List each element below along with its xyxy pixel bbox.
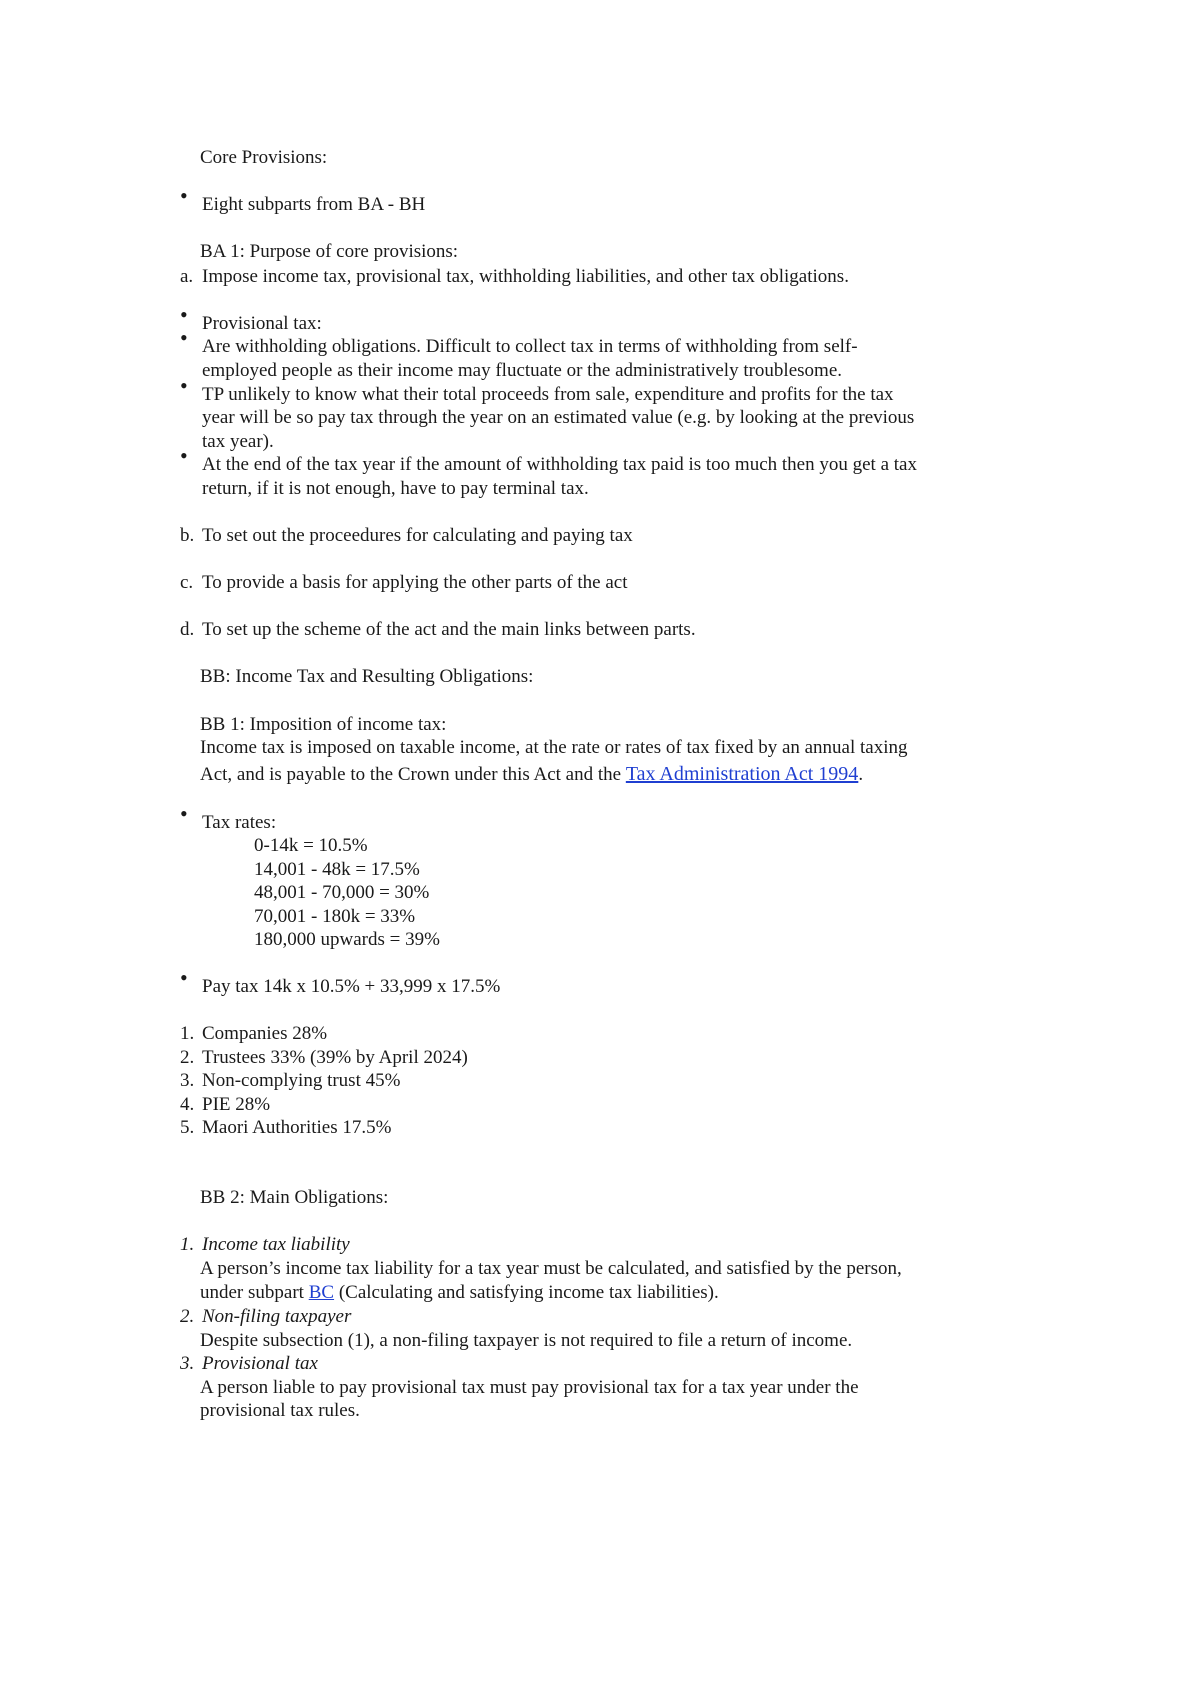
bullet-icon: • xyxy=(180,373,188,398)
obligation-text-with-link xyxy=(200,1281,719,1305)
ba1-item-c: To provide a basis for applying the other parts of the act xyxy=(202,572,628,593)
tax-rate-line: 14,001 - 48k = 17.5% xyxy=(254,859,420,880)
list-marker: 5. xyxy=(180,1117,195,1138)
bb1-line: Income tax is imposed on taxable income, at the rate or rates of tax fixed by an annual taxing xyxy=(200,737,908,758)
prov-bullet-text: TP unlikely to know what their total proceeds from sale, expenditure and profits for the tax xyxy=(202,384,894,405)
list-marker: 1. xyxy=(180,1023,195,1044)
pay-tax-example: Pay tax 14k x 10.5% + 33,999 x 17.5% xyxy=(202,976,501,997)
tax-rate-line: 70,001 - 180k = 33% xyxy=(254,906,416,927)
obligation-text: Despite subsection (1), a non-filing taxpayer is not required to file a return of income. xyxy=(200,1330,853,1351)
bb1-line-text: . xyxy=(858,764,864,785)
prov-bullet-text: return, if it is not enough, have to pay terminal tax. xyxy=(202,478,589,499)
list-marker: b. xyxy=(180,525,195,546)
core-provisions-heading: Core Provisions: xyxy=(200,147,328,168)
ba1-item-b: To set out the proceedures for calculating and paying tax xyxy=(202,525,633,546)
bb1-line-with-link xyxy=(200,762,863,787)
obligation-text: (Calculating and satisfying income tax liabilities). xyxy=(334,1282,719,1303)
bb1-line-text: Act, and is payable to the Crown under this Act and the xyxy=(200,764,626,785)
list-marker: 2. xyxy=(180,1306,195,1327)
subpart-bc-link[interactable]: BC xyxy=(308,1282,335,1303)
entity-rate-item: Trustees 33% (39% by April 2024) xyxy=(202,1047,468,1068)
tax-rate-line: 48,001 - 70,000 = 30% xyxy=(254,882,430,903)
prov-bullet-text: employed people as their income may fluctuate or the administratively troublesome. xyxy=(202,360,842,381)
list-marker: 3. xyxy=(180,1070,195,1091)
entity-rate-item: PIE 28% xyxy=(202,1094,271,1115)
bullet-icon: • xyxy=(180,325,188,350)
obligation-title: Provisional tax xyxy=(202,1353,318,1374)
prov-bullet-text: At the end of the tax year if the amount of withholding tax paid is too much then you get a tax xyxy=(202,454,917,475)
obligation-text: under subpart xyxy=(200,1282,309,1303)
obligation-title: Non-filing taxpayer xyxy=(202,1306,352,1327)
tax-rate-line: 180,000 upwards = 39% xyxy=(254,929,440,950)
prov-bullet-text: Provisional tax: xyxy=(202,313,322,334)
entity-rate-item: Maori Authorities 17.5% xyxy=(202,1117,392,1138)
prov-bullet-text: Are withholding obligations. Difficult to collect tax in terms of withholding from self- xyxy=(202,336,858,357)
ba1-item-d: To set up the scheme of the act and the main links between parts. xyxy=(202,619,696,640)
list-marker: a. xyxy=(180,266,194,287)
list-marker: d. xyxy=(180,619,195,640)
bullet-icon: • xyxy=(180,965,188,990)
list-marker: 3. xyxy=(180,1353,195,1374)
bullet-icon: • xyxy=(180,302,188,327)
obligation-text: A person’s income tax liability for a tax year must be calculated, and satisfied by the person, xyxy=(200,1258,902,1279)
list-marker: 1. xyxy=(180,1234,195,1255)
prov-bullet-text: tax year). xyxy=(202,431,274,452)
obligation-text: provisional tax rules. xyxy=(200,1400,360,1421)
ba1-item-a: Impose income tax, provisional tax, withholding liabilities, and other tax obligations. xyxy=(202,266,849,287)
obligation-text: A person liable to pay provisional tax must pay provisional tax for a tax year under the xyxy=(200,1377,859,1398)
bb1-heading: BB 1: Imposition of income tax: xyxy=(200,714,447,735)
obligation-title: Income tax liability xyxy=(202,1234,350,1255)
core-bullet-text: Eight subparts from BA - BH xyxy=(202,194,426,215)
bullet-icon: • xyxy=(180,183,188,208)
entity-rate-item: Non-complying trust 45% xyxy=(202,1070,401,1091)
bullet-icon: • xyxy=(180,801,188,826)
tax-administration-act-link[interactable]: Tax Administration Act 1994 xyxy=(625,763,859,785)
bb-heading: BB: Income Tax and Resulting Obligations: xyxy=(200,666,534,687)
bullet-icon: • xyxy=(180,443,188,468)
tax-rates-label: Tax rates: xyxy=(202,812,277,833)
entity-rate-item: Companies 28% xyxy=(202,1023,328,1044)
list-marker: c. xyxy=(180,572,194,593)
prov-bullet-text: year will be so pay tax through the year on an estimated value (e.g. by looking at the previous xyxy=(202,407,915,428)
list-marker: 4. xyxy=(180,1094,195,1115)
tax-rate-line: 0-14k = 10.5% xyxy=(254,835,368,856)
list-marker: 2. xyxy=(180,1047,195,1068)
ba1-heading: BA 1: Purpose of core provisions: xyxy=(200,241,459,262)
bb2-heading: BB 2: Main Obligations: xyxy=(200,1187,389,1208)
